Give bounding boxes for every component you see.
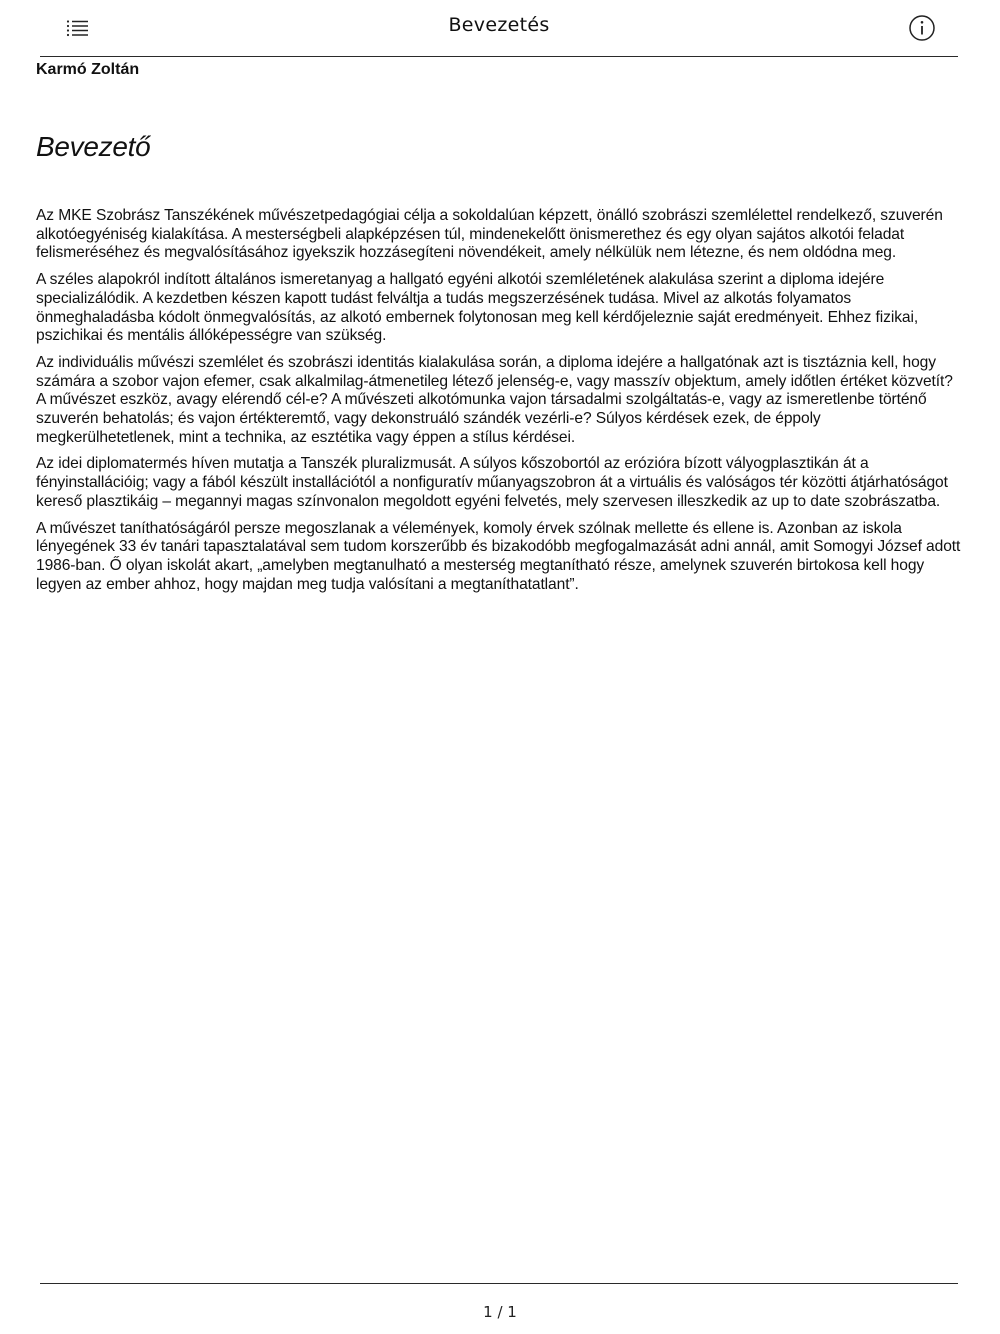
article-heading: Bevezető <box>36 131 151 162</box>
paragraph: A művészet taníthatóságáról persze megoszlanak a vélemények, komoly érvek szólnak mellette és ellene is. Azonban az iskola lényegének 33 év tanári tapasztalatával sem tudom korszerűbb és bizakodóbb megfogalmazását adni annál, amit Somogyi József adott 1986-ban. Ő olyan iskolát akart, „amelyben megtanulható a mesterség megtanítható része, amelynek szuverén birtokosa kell hogy legyen az ember ahhoz, hogy majdan meg tudja valósítani a megtaníthatatlant”. <box>36 519 961 593</box>
author-name: Karmó Zoltán <box>36 61 140 78</box>
top-toolbar <box>40 0 958 57</box>
article-body <box>36 207 962 602</box>
info-button[interactable] <box>908 14 936 42</box>
document-title: Bevezetés <box>448 14 550 36</box>
bottom-divider <box>40 1283 958 1284</box>
paragraph: Az individuális művészi szemlélet és szobrászi identitás kialakulása során, a diploma idejére a hallgatónak azt is tisztáznia kell, hogy számára a szobor vajon efemer, csak alkalmilag-átmenetileg létező jelenség-e, vagy masszív objektum, amely időtlen értéket közvetít? A művészet eszköz, avagy elérendő cél-e? A művészeti alkotómunka vajon társadalmi szolgáltatás-e, vagy az ismeretlenbe történő szuverén behatolás; és vajon értékteremtő, vagy dekonstruáló szándék vezérli-e? Súlyos kérdések ezek, de éppoly megkerülhetetlenek, mint a technika, az esztétika vagy éppen a stílus kérdései. <box>36 353 953 446</box>
paragraph: Az MKE Szobrász Tanszékének művészetpedagógiai célja a sokoldalúan képzett, önálló szobrászi szemlélettel rendelkező, szuverén alkotóegyéniség kialakítása. A mesterségbeli alapképzésen túl, mindenekelőtt önismerethez és egy olyan sajátos alkotói feladat felismeréséhez és megvalósításához igyekszik hozzásegíteni növendékeit, amely nélkülük nem létezne, és nem oldódna meg. <box>36 207 943 262</box>
info-icon <box>908 14 936 42</box>
paragraph: Az idei diplomatermés híven mutatja a Tanszék pluralizmusát. A súlyos kőszobortól az erózióra bízott vályogplasztikán át a fényinstallációig; vagy a fából készült installációtól a nonfiguratív műanyagszobron át a virtuális és valóságos tér közötti átjárhatóságot kereső plasztikáig – megannyi magas színvonalon megoldott egyéni felvetés, mely szervesen illeszkedik az up to date szobrászatba. <box>36 455 948 510</box>
page-indicator[interactable]: 1 / 1 <box>483 1303 517 1321</box>
paragraph: A széles alapokról indított általános ismeretanyag a hallgató egyéni alkotói szemléletének alakulása szerint a diploma idejére specializálódik. A kezdetben készen kapott tudást felváltja a tudás megszerzésének tudása. Mivel az alkotás folyamatos önmeghaladásba kódolt önmegvalósítás, az alkotó embernek folytonosan meg kell kérdőjeleznie saját eredményeit. Ehhez fizikai, pszichikai és mentális állóképességre van szükség. <box>36 271 919 345</box>
